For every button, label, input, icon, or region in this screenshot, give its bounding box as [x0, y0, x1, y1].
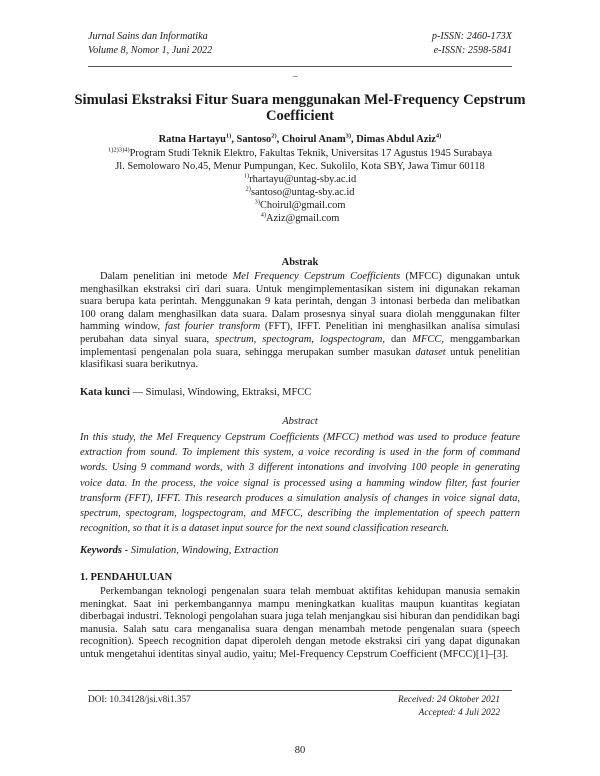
- abstrak-text: , dan: [382, 333, 413, 345]
- kata-kunci: [80, 387, 520, 398]
- keywords-label: Keywords: [80, 545, 122, 556]
- footer-rule: [88, 690, 512, 691]
- author-2-sup: 2): [271, 132, 277, 140]
- keywords: [80, 545, 520, 556]
- affiliation-text: Program Studi Teknik Elektro, Fakultas Teknik, Universitas 17 Agustus 1945 Surabaya: [129, 148, 493, 159]
- abstract-heading: Abstract: [282, 416, 318, 427]
- received-date: Received: 24 Oktober 2021: [398, 695, 500, 705]
- author-1: Ratna Hartayu: [158, 134, 226, 145]
- email-2: [60, 186, 540, 199]
- authors: [60, 133, 540, 146]
- paper-title: [60, 92, 540, 124]
- abstrak-text: Dalam penelitian ini metode: [100, 271, 233, 282]
- email-4: [60, 212, 540, 225]
- abstrak-text: , menggambarkan implementasi pengenalan pola suara, sehingga merupakan sumber masukan: [80, 333, 520, 358]
- header-rule: [88, 66, 512, 67]
- abstract-text: In this study, the Mel Frequency Cepstrum Coefficients (MFCC) method was used to produce feature extraction from sound. To implement this system, a voice recording is used in the form of command words. Using 9 command words, with 3 different intonations and involving 100 people in generating voice data. In the process, the voice signal is processed using a hamming window filter, fast fourier transform (FFT), IFFT. This research produces a simulation analysis of changes in voice signal data, spectrum, spectogram, logspectogram, and MFCC, describing the implementation of speech pattern recognition, so that it is a dataset input source for the next sound classification research.: [80, 432, 520, 535]
- doi: DOI: 10.34128/jsi.v8i1.357: [88, 695, 191, 705]
- title-line-2: Coefficient: [265, 108, 335, 124]
- p-issn: p-ISSN: 2460-173X: [431, 31, 512, 42]
- author-2: , Santoso: [231, 134, 272, 145]
- email-1-text: rhartayu@untag-sby.ac.id: [249, 174, 357, 185]
- title-line-1: Simulasi Ekstraksi Fitur Suara menggunakan Mel-Frequency Cepstrum: [74, 92, 526, 108]
- email-3-text: Choirul@gmail.com: [259, 200, 346, 211]
- e-issn: e-ISSN: 2598-5841: [433, 45, 512, 56]
- author-4: , Dimas Abdul Aziz: [351, 134, 436, 145]
- email-3: [60, 199, 540, 212]
- author-1-sup: 1): [225, 132, 232, 140]
- affiliation-sup: 1)2)3)4): [107, 146, 130, 154]
- abstract-body: [80, 430, 520, 536]
- abstrak-heading: Abstrak: [281, 257, 319, 268]
- email-4-sup: 4): [260, 211, 267, 219]
- email-1: [60, 173, 540, 186]
- kata-kunci-text: — Simulasi, Windowing, Ektraksi, MFCC: [129, 387, 312, 398]
- abstrak-text: (MFCC) digunakan untuk menghasilkan ekstraksi ciri dari suara. Untuk mengimplementasikan sistem ini digunakan rekaman suara berupa kata perintah. Menggunakan 9 kata perintah, dengan 3 intonasi berbeda dan melibatkan 100 orang dalam menghasilkan data suara. Dalam prosesnya sinyal suara diolah menggunakan filter hamming window,: [80, 271, 520, 333]
- affiliation-line-2: Jl. Semolowaro No.45, Menur Pumpungan, Kec. Sukolilo, Kota SBY, Jawa Timur 60118: [115, 161, 485, 172]
- abstrak-term-spectrum: spectrum, spectogram, logspectogram: [215, 333, 383, 345]
- abstrak-term-mfcc: Mel Frequency Cepstrum Coefficients: [232, 271, 401, 282]
- abstrak-term-fft: fast fourier transform: [164, 321, 261, 333]
- accepted-date: Accepted: 4 Juli 2022: [418, 708, 500, 718]
- kata-kunci-label: Kata kunci: [80, 387, 130, 398]
- email-3-sup: 3): [254, 198, 260, 206]
- page-number: 80: [294, 745, 306, 756]
- author-4-sup: 4): [435, 132, 442, 140]
- email-1-sup: 1): [243, 172, 250, 180]
- author-3: , Choirul Anam: [276, 134, 346, 145]
- journal-name: Jurnal Sains dan Informatika: [88, 31, 208, 42]
- abstrak-text: untuk penelitian klasifikasi suara berikutnya.: [80, 346, 520, 371]
- email-4-text: Aziz@gmail.com: [266, 213, 340, 224]
- abstrak-term-mfcc-short: MFCC: [412, 333, 442, 345]
- email-2-sup: 2): [245, 185, 251, 193]
- section-heading: 1. PENDAHULUAN: [80, 572, 173, 583]
- section-text: Perkembangan teknologi pengenalan suara telah membuat aktifitas kehidupan manusia semakin meningkat. Saat ini perkembangannya mampu meningkatkan kualitas maupun kuantitas kegiatan diberbagai industri. Teknologi pengolahan suara juga telah menjangkau sisi hiburan dan pendidikan bagi manusia. Salah satu cara menganalisa suara dengan menambah metode pengenalan suara (speech recognition). Speech recognition dapat diperoleh dengan metode ekstraksi ciri yang dapat digunakan untuk mengetahui identitas sinyal audio, yaitu; Mel-Frequency Cepstrum Coefficient (MFCC)[1]–[3].: [80, 586, 520, 660]
- email-2-text: santoso@untag-sby.ac.id: [250, 187, 355, 198]
- volume-info: Volume 8, Nomor 1, Juni 2022: [88, 45, 213, 56]
- abstrak-text: (FFT), IFFT. Penelitian ini menghasilkan analisa simulasi perubahan data sinyal suara,: [80, 321, 520, 345]
- keywords-text: - Simulation, Windowing, Extraction: [122, 545, 279, 556]
- header-rule-dash: –: [293, 71, 298, 81]
- affiliation-line-1: [60, 147, 540, 160]
- abstrak-term-dataset: dataset: [415, 346, 446, 358]
- section-body: [80, 586, 520, 662]
- abstrak-body: [80, 271, 520, 372]
- author-3-sup: 3): [345, 132, 352, 140]
